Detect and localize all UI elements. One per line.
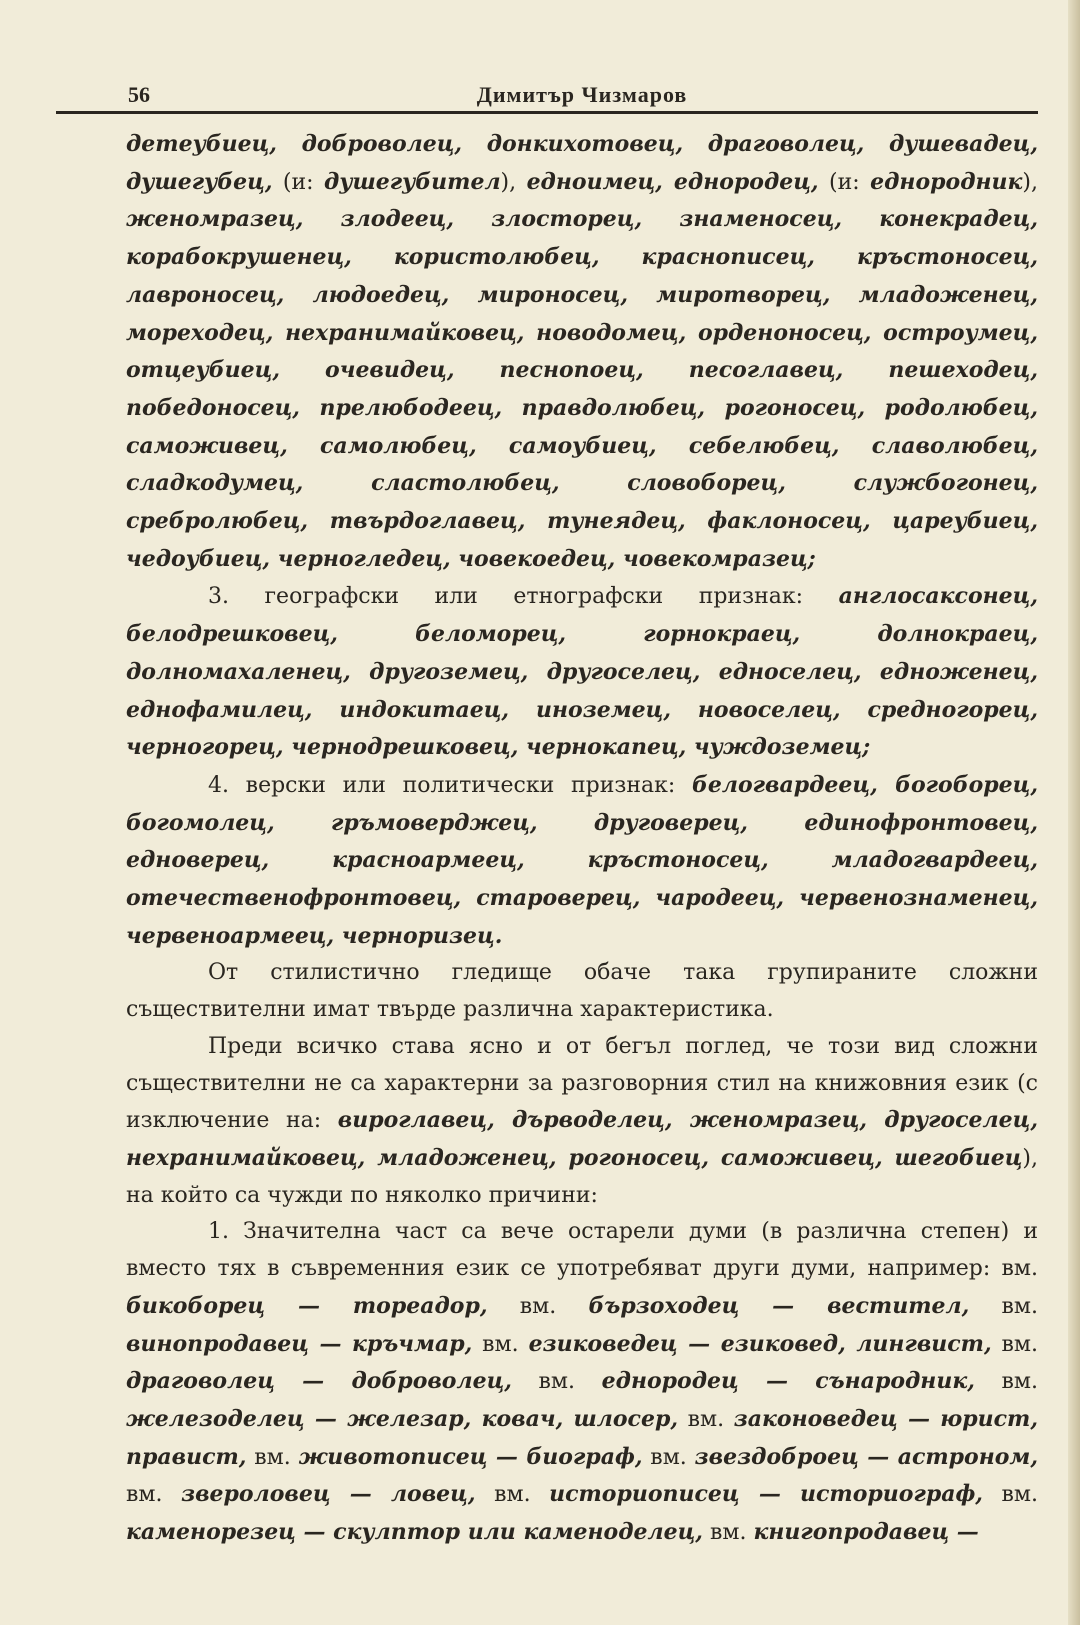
page-edge: [1068, 0, 1080, 1625]
text-run: ),: [1022, 169, 1038, 195]
italic-term: бързоходец — вестител,: [588, 1292, 970, 1319]
text-run: 3. географски или етнографски признак:: [208, 584, 839, 610]
page-header: [126, 80, 1038, 112]
text-run: (и:: [272, 169, 325, 195]
text-run: вм.: [472, 1331, 529, 1357]
text-run: вм.: [246, 1444, 299, 1470]
paragraph: [126, 767, 1038, 956]
text-run: вм.: [974, 1369, 1038, 1395]
italic-term: драговолец — доброволец,: [126, 1368, 512, 1395]
text-run: вм.: [969, 1293, 1038, 1319]
italic-term: еднородник: [870, 168, 1023, 195]
italic-term: книгопродавец —: [753, 1519, 979, 1546]
italic-term: законоведец — юрист, правист,: [126, 1405, 1038, 1470]
text-run: вм.: [126, 1482, 182, 1508]
italic-term: еднородец — сънародник,: [601, 1368, 975, 1395]
italic-term: едноимец, еднородец,: [526, 168, 819, 195]
header-rule: [56, 111, 1038, 114]
text-run: вм.: [678, 1406, 734, 1432]
italic-term: железоделец — железар, ковач, шлосер,: [126, 1405, 678, 1432]
paragraph: [126, 955, 1038, 1028]
text-run: вм.: [487, 1293, 589, 1319]
text-run: вм.: [475, 1482, 550, 1508]
text-run: вм.: [642, 1444, 695, 1470]
paragraph: [126, 126, 1038, 578]
italic-term: вироглавец, дърводелец, женомразец, другоселец, нехранимайковец, младоженец, рогоносец, саможивец, шегобиец: [126, 1107, 1038, 1171]
text-run: ),: [500, 169, 527, 195]
italic-term: женомразец, злодеец, злосторец, знаменосец, конекрадец, корабокрушенец, користолюбец, краснописец, кръстоносец, лавроносец, людоедец, мироносец, миротворец, младоженец, мореходец, нехранимайковец, новодомец, орденоносец, остроумец, отцеубиец, очевидец, песнопоец, песоглавец, пешеходец, победоносец, прелюбодеец, правдолюбец, рогоносец, родолюбец, саможивец, самолюбец, самоубиец, себелюбец, славолюбец, сладкодумец, сластолюбец, словоборец, службогонец, сребролюбец, твърдоглавец, тунеядец, факлоносец, цареубиец, чедоубиец, черногледец, човекоедец, човекомразец;: [126, 206, 1038, 572]
text-run: вм.: [991, 1331, 1039, 1357]
text-run: вм.: [982, 1482, 1039, 1508]
paragraph: [126, 1029, 1038, 1215]
italic-term: историописец — историограф,: [549, 1481, 983, 1508]
italic-term: звездоброец — астроном,: [694, 1443, 1039, 1470]
italic-term: каменорезец — скулптор или каменоделец,: [126, 1519, 703, 1546]
text-run: (и:: [818, 169, 871, 195]
running-title: Димитър Чизмаров: [476, 82, 688, 107]
italic-term: звероловец — ловец,: [181, 1481, 476, 1508]
italic-term: винопродавец — кръчмар,: [126, 1330, 473, 1357]
italic-term: англосаксонец, белодрешковец, беломорец, горнокраец, долнокраец, долномахаленец, другоземец, другоселец, едноселец, едноженец, еднофамилец, индокитаец, иноземец, новоселец, средногорец, черногорец, чернодрешковец, чернокапец, чуждоземец;: [126, 583, 1038, 761]
paragraph: [126, 1214, 1038, 1551]
text-run: Преди всичко става ясно и от бегъл поглед, че този вид сложни съществителни не са характерни за разговорния стил на книжовния език (с изключение на:: [126, 1033, 1038, 1134]
body-text: [126, 126, 1038, 1552]
italic-term: белогвардеец, богоборец, богомолец, гръмоверджец, друговерец, единофронтовец, едноверец, красноармеец, кръстоносец, младогвардеец, отечественофронтовец, староверец, чародеец, червенознаменец, червеноармеец, черноризец.: [126, 771, 1038, 949]
italic-term: бикоборец — тореадор,: [126, 1292, 488, 1319]
text-run: 4. верски или политически признак:: [208, 772, 692, 798]
paragraph: [126, 578, 1038, 767]
text-run: 1. Значителна част са вече остарели думи (в различна степен) и вместо тях в съвременния език се употребяват други думи, например: вм.: [126, 1219, 1038, 1282]
text-run: вм.: [511, 1369, 602, 1395]
italic-term: детеубиец, доброволец, донкихотовец, драговолец, душевадец, душегубец,: [126, 131, 1038, 195]
italic-term: езиковедец — езиковед, лингвист,: [528, 1330, 992, 1357]
italic-term: душегубител: [324, 168, 501, 195]
text-run: ), на който са чужди по няколко причини:: [126, 1145, 1038, 1208]
italic-term: животописец — биограф,: [298, 1443, 643, 1470]
text-run: вм.: [702, 1520, 754, 1546]
page-number: 56: [128, 82, 150, 107]
text-run: От стилистично гледище обаче така групираните сложни съществителни имат твърде различна характеристика.: [126, 960, 1038, 1023]
